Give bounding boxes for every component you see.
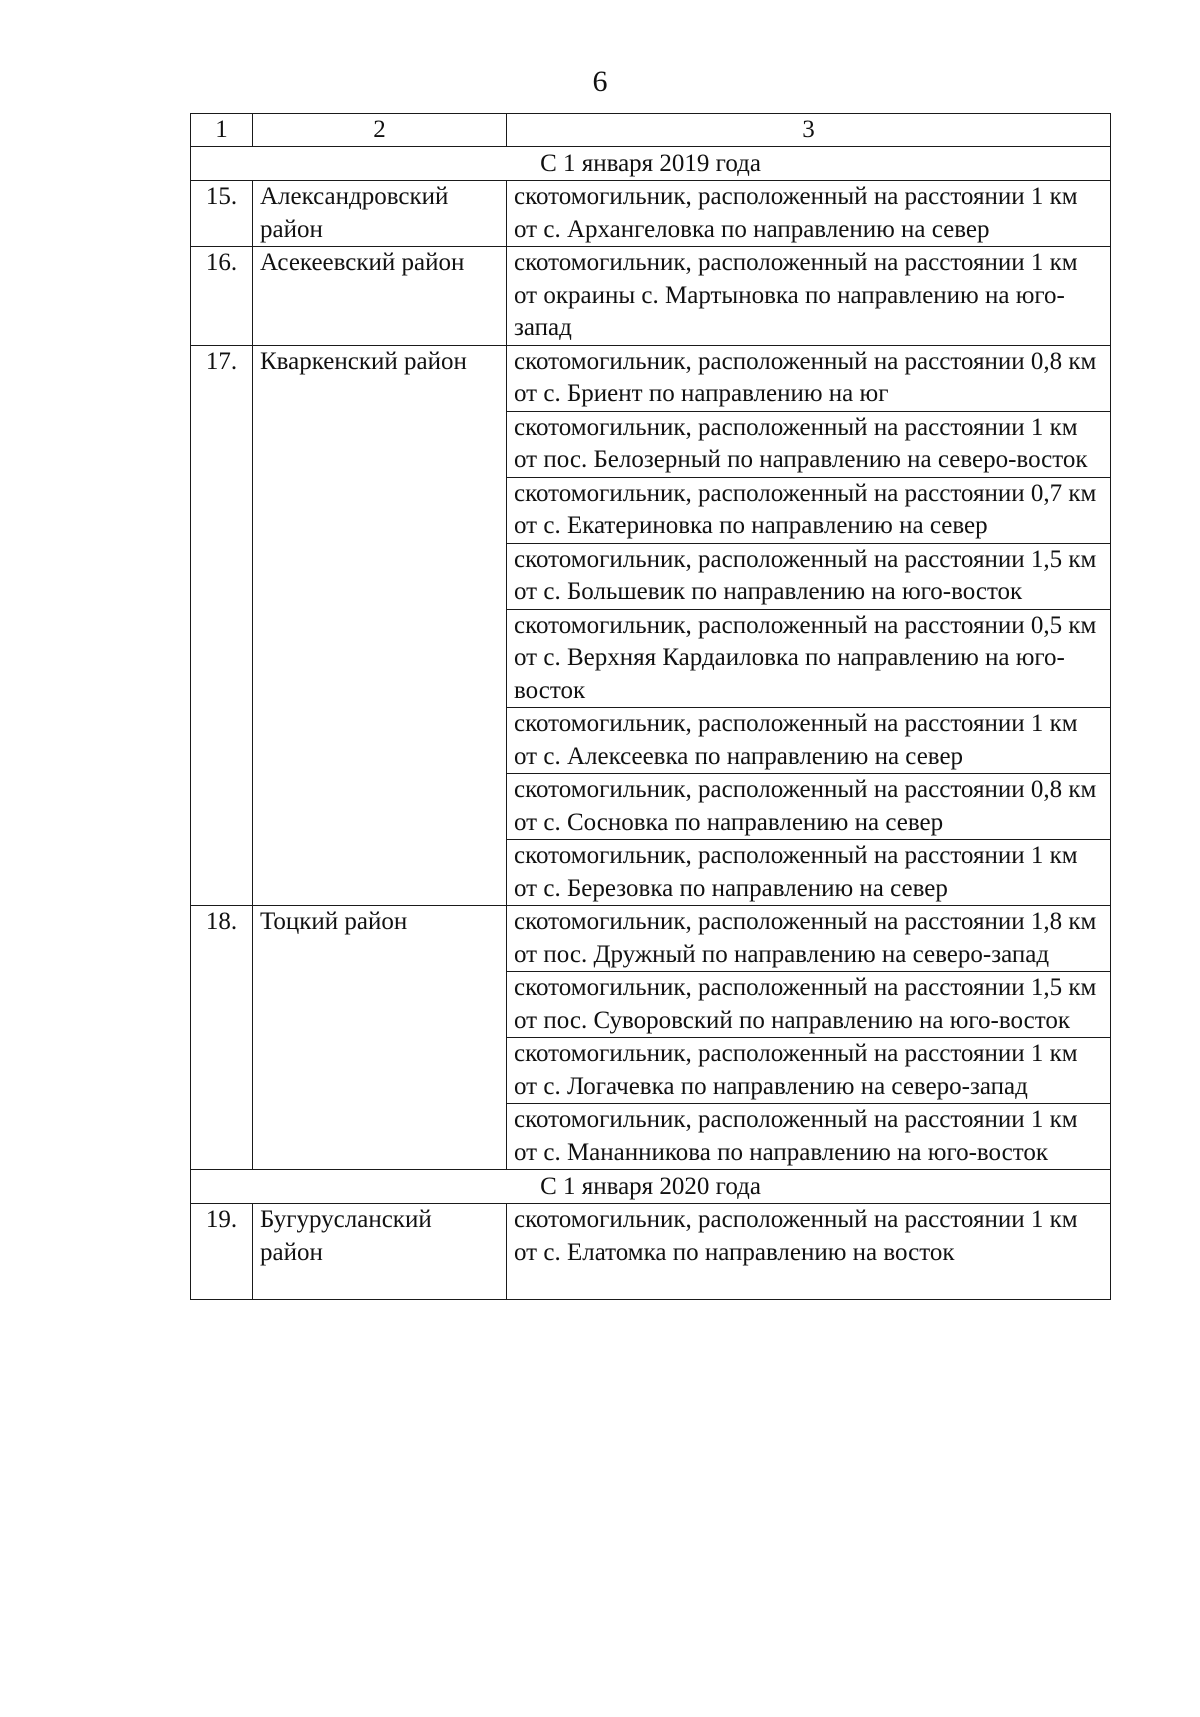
site-description: скотомогильник, расположенный на расстоянии 1 км от с. Алексеевка по направлению на север: [507, 708, 1111, 774]
site-description: скотомогильник, расположенный на расстоянии 0,5 км от с. Верхняя Кардаиловка по направлению на юго-восток: [507, 609, 1111, 708]
row-number: 19.: [191, 1204, 253, 1300]
site-description: скотомогильник, расположенный на расстоянии 1,8 км от пос. Дружный по направлению на северо-запад: [507, 906, 1111, 972]
site-description: скотомогильник, расположенный на расстоянии 1,5 км от пос. Суворовский по направлению на юго-восток: [507, 972, 1111, 1038]
column-header-1: 1: [191, 114, 253, 147]
site-description: скотомогильник, расположенный на расстоянии 1 км от с. Архангеловка по направлению на север: [507, 181, 1111, 247]
site-description: скотомогильник, расположенный на расстоянии 1 км от окраины с. Мартыновка по направлению на юго-запад: [507, 247, 1111, 346]
site-description: скотомогильник, расположенный на расстоянии 1 км от с. Березовка по направлению на север: [507, 840, 1111, 906]
district-name: Асекеевский район: [253, 247, 507, 346]
district-name: Бугурусланский район: [253, 1204, 507, 1300]
site-description: скотомогильник, расположенный на расстоянии 1,5 км от с. Большевик по направлению на юго-восток: [507, 543, 1111, 609]
site-description: скотомогильник, расположенный на расстоянии 0,8 км от с. Сосновка по направлению на север: [507, 774, 1111, 840]
page-number: 6: [592, 65, 608, 98]
burial-sites-table: [190, 113, 1111, 1300]
district-name: Александровский район: [253, 181, 507, 247]
table-body: [191, 114, 1111, 1300]
column-header-2: 2: [253, 114, 507, 147]
header-row: [191, 114, 1111, 147]
site-description: скотомогильник, расположенный на расстоянии 0,7 км от с. Екатериновка по направлению на север: [507, 477, 1111, 543]
period-heading: С 1 января 2020 года: [191, 1170, 1111, 1204]
site-description: скотомогильник, расположенный на расстоянии 1 км от с. Мананникова по направлению на юго-восток: [507, 1104, 1111, 1170]
row-number: 17.: [191, 345, 253, 906]
column-header-3: 3: [507, 114, 1111, 147]
site-description: скотомогильник, расположенный на расстоянии 0,8 км от с. Бриент по направлению на юг: [507, 345, 1111, 411]
table-row: [191, 181, 1111, 247]
table-row: [191, 906, 1111, 972]
district-name: Тоцкий район: [253, 906, 507, 1170]
table-row: [191, 1204, 1111, 1300]
table-row: [191, 345, 1111, 411]
row-number: 15.: [191, 181, 253, 247]
site-description: скотомогильник, расположенный на расстоянии 1 км от с. Логачевка по направлению на северо-запад: [507, 1038, 1111, 1104]
period-row: [191, 147, 1111, 181]
site-description: скотомогильник, расположенный на расстоянии 1 км от с. Елатомка по направлению на восток: [507, 1204, 1111, 1300]
district-name: Кваркенский район: [253, 345, 507, 906]
site-description: скотомогильник, расположенный на расстоянии 1 км от пос. Белозерный по направлению на северо-восток: [507, 411, 1111, 477]
table-row: [191, 247, 1111, 346]
period-row: [191, 1170, 1111, 1204]
row-number: 16.: [191, 247, 253, 346]
period-heading: С 1 января 2019 года: [191, 147, 1111, 181]
row-number: 18.: [191, 906, 253, 1170]
